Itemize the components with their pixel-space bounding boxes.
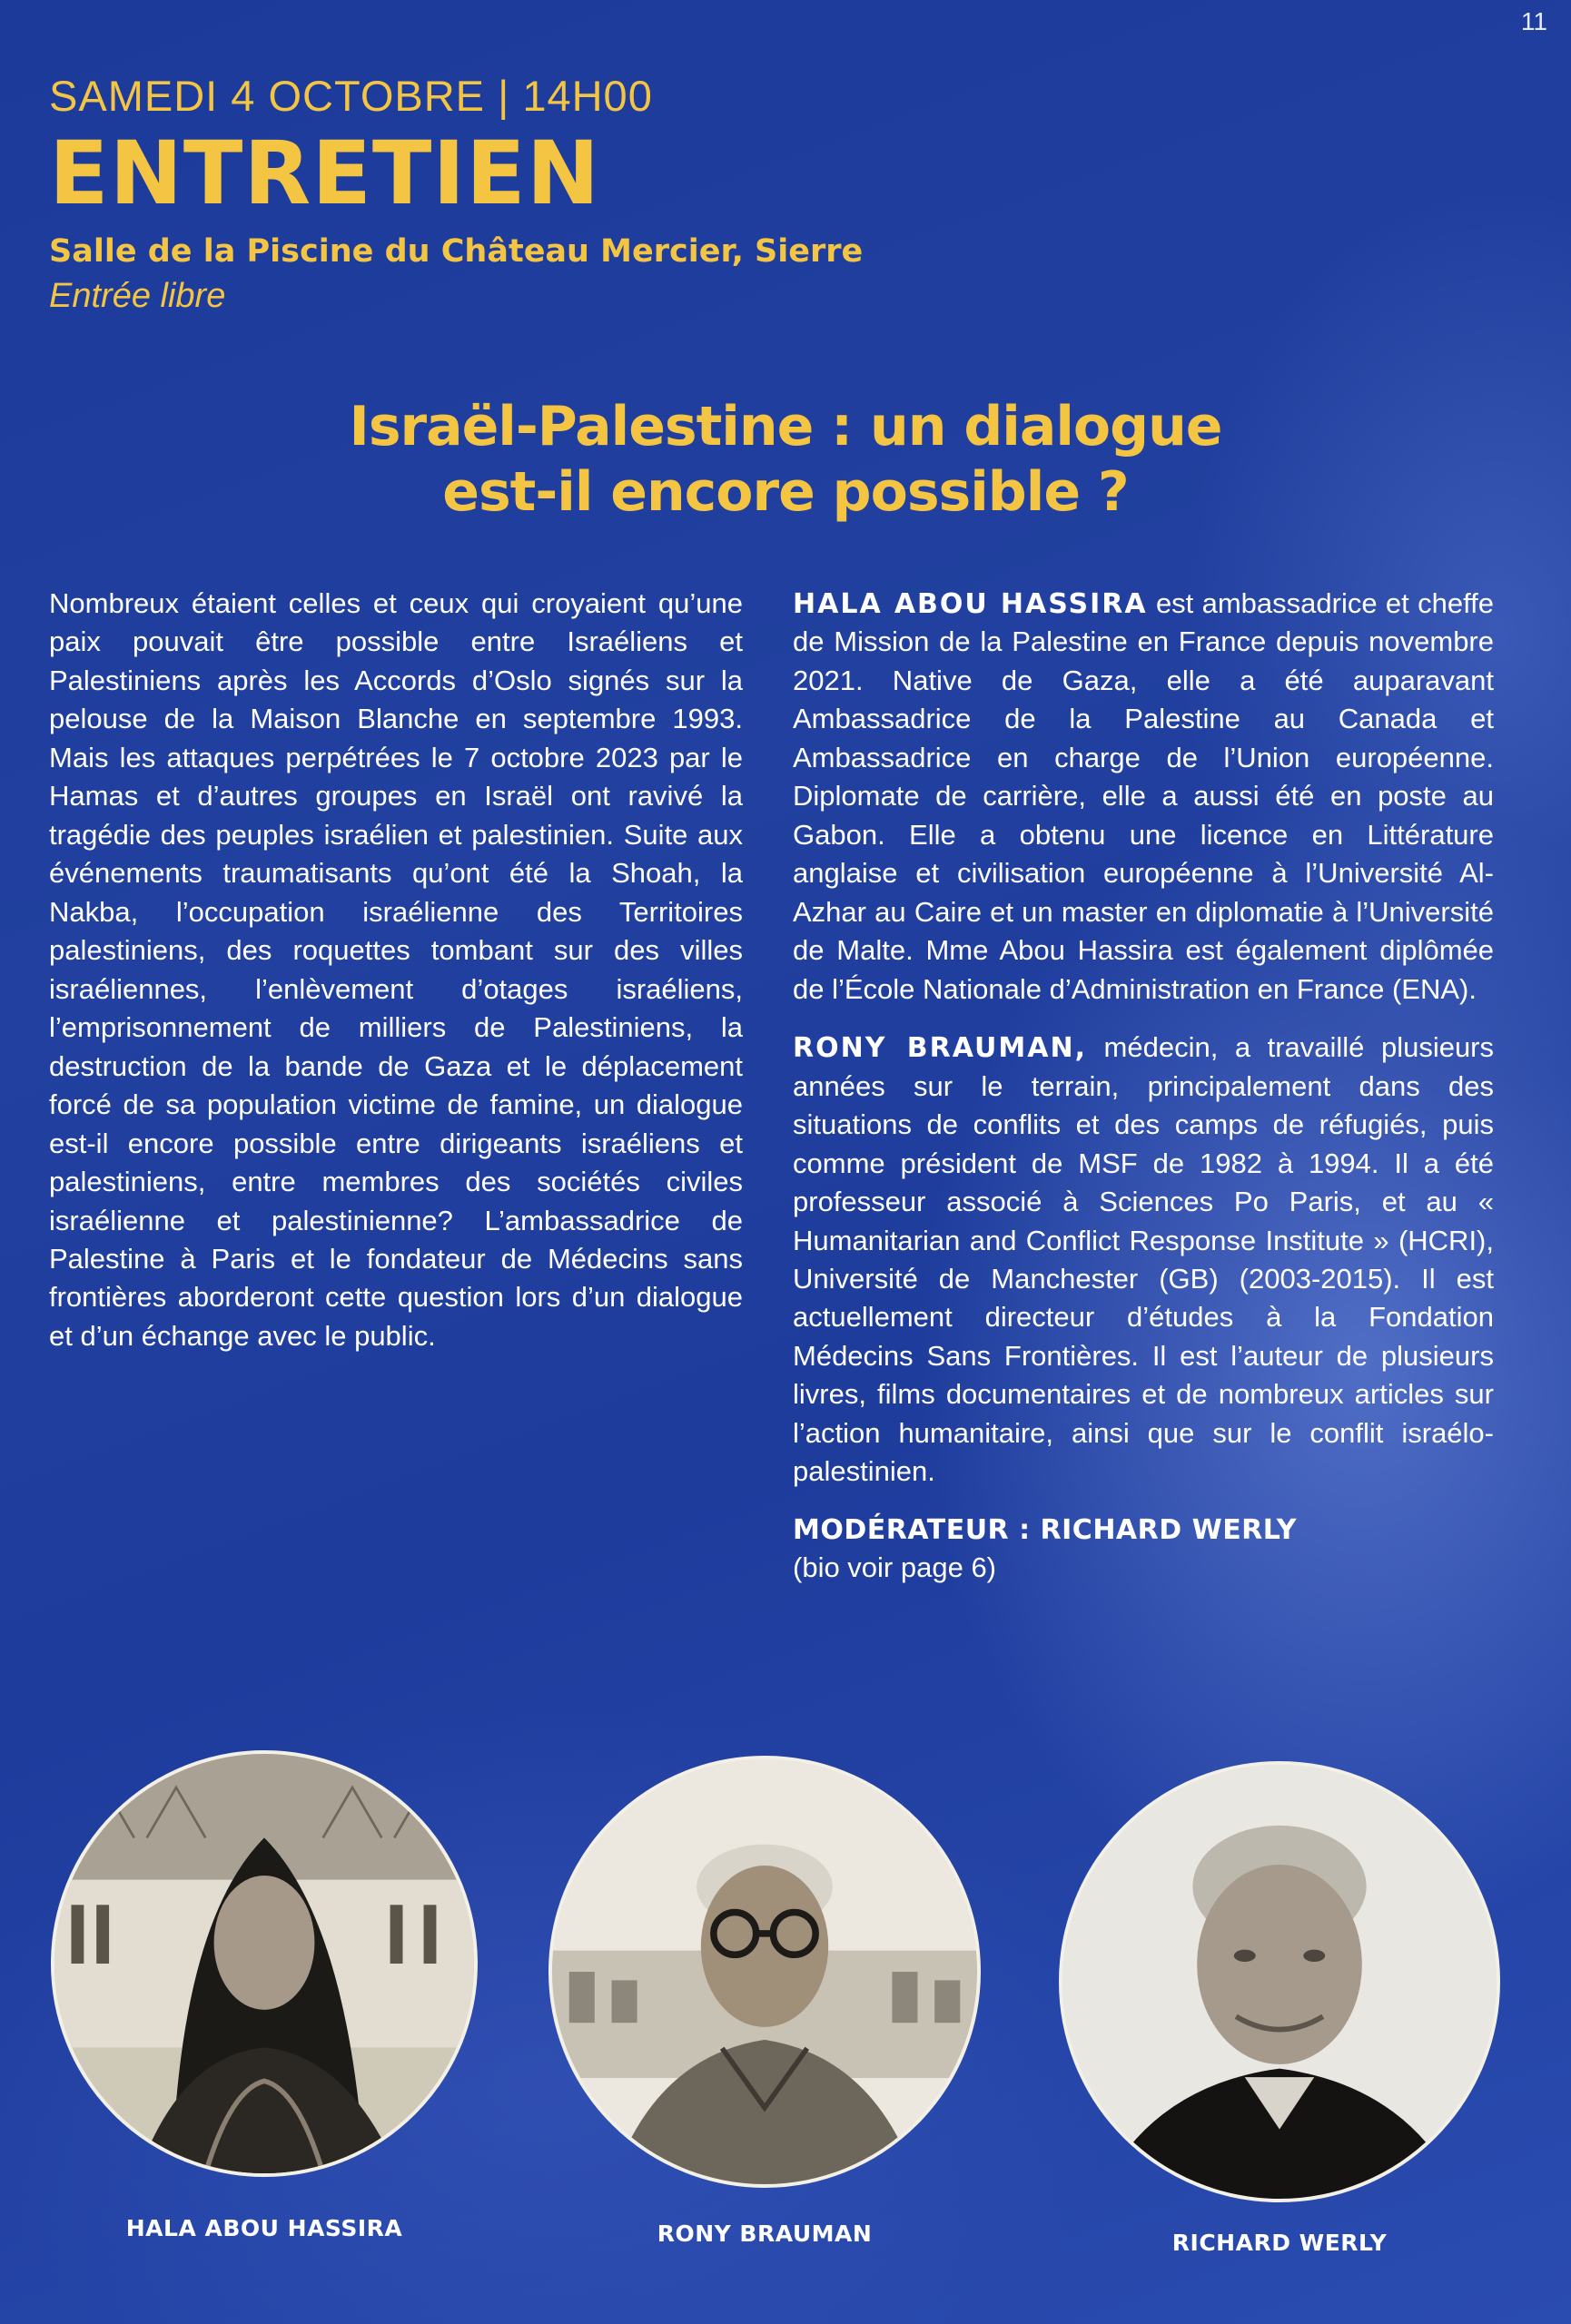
portrait-hala-abou-hassira (51, 1750, 478, 2177)
event-type-title: ENTRETIEN (49, 123, 601, 224)
bio-text: médecin, a travaillé plusieurs années sur le terrain, principalement dans des situations de conflits et des camps de réfugiés, puis comme président de MSF de 1982 à 1994. Il a été professeur associé à Sciences Po Paris, et au « Humanitarian and Conflict Response Institute » (HCRI), Université de Manchester (GB) (2003-2015). Il est actuellement directeur d’études à la Fondation Médecins Sans Frontières. Il est l’auteur de plusieurs livres, films documentaires et de nombreux articles sur l’action humanitaire, ainsi que sur le conflit israélo-palestinien. (793, 1031, 1495, 1488)
bio-rony-brauman (793, 1029, 1494, 1492)
headline (182, 394, 1389, 525)
event-header (49, 74, 863, 316)
moderator-note: (bio voir page 6) (793, 1551, 997, 1583)
bios-column (793, 585, 1494, 1587)
portrait-caption: RICHARD WERLY (1171, 2230, 1388, 2256)
event-date-time: SAMEDI 4 OCTOBRE | 14H00 (49, 72, 653, 120)
page-number: 11 (1520, 7, 1547, 35)
portrait-caption: HALA ABOU HASSIRA (125, 2215, 403, 2241)
headline-line-2: est-il encore possible ? (442, 460, 1129, 524)
bio-text: est ambassadrice et cheffe de Mission de la Palestine en France depuis novembre 2021. Native de Gaza, elle a été auparavant Ambassadrice de la Palestine au Canada et Ambassadrice en charge de l’Union européenne. Diplomate de carrière, elle a aussi été en poste au Gabon. Elle a obtenu une licence en Littérature anglaise et civilisation européenne à l’Université Al-Azhar au Caire et un master en diplomatie à l’Université de Malte. Mme Abou Hassira est également diplômée de l’École Nationale d’Administration en France (ENA). (793, 587, 1494, 1005)
bio-name: RONY BRAUMAN, (793, 1032, 1087, 1065)
moderator-block (793, 1512, 1494, 1588)
portrait-richard-werly (1059, 1761, 1500, 2202)
bio-name: HALA ABOU HASSIRA (793, 588, 1148, 620)
headline-line-1: Israël-Palestine : un dialogue (349, 395, 1222, 458)
moderator-label: MODÉRATEUR : RICHARD WERLY (793, 1513, 1297, 1546)
portrait-caption: RONY BRAUMAN (657, 2221, 873, 2247)
bio-hala-abou-hassira (793, 585, 1494, 1009)
intro-paragraph: Nombreux étaient celles et ceux qui croyaient qu’une paix pouvait être possible entre Israéliens et Palestiniens après les Accords d’Oslo signés sur la pelouse de la Maison Blanche en septembre 1993. Mais les attaques perpétrées le 7 octobre 2023 par le Hamas et d’autres groupes en Israël ont ravivé la tragédie des peuples israélien et palestinien. Suite aux événements traumatisants qu’ont été la Shoah, la Nakba, l’occupation israélienne des Territoires palestiniens, des roquettes tombant sur des villes israéliennes, l’enlèvement d’otages israéliens, l’emprisonnement de milliers de Palestiniens, la destruction de la bande de Gaza et le déplacement forcé de sa population victime de famine, un dialogue est-il encore possible entre dirigeants israéliens et palestiniens, entre membres des sociétés civiles israélienne et palestinienne? L’ambassadrice de Palestine à Paris et le fondateur de Médecins sans frontières aborderont cette question lors d’un dialogue et d’un échange avec le public. (49, 587, 743, 1352)
intro-column (49, 585, 743, 1375)
event-venue: Salle de la Piscine du Château Mercier, Sierre (49, 233, 864, 270)
event-admission: Entrée libre (49, 277, 226, 316)
portrait-rony-brauman (548, 1756, 981, 2188)
